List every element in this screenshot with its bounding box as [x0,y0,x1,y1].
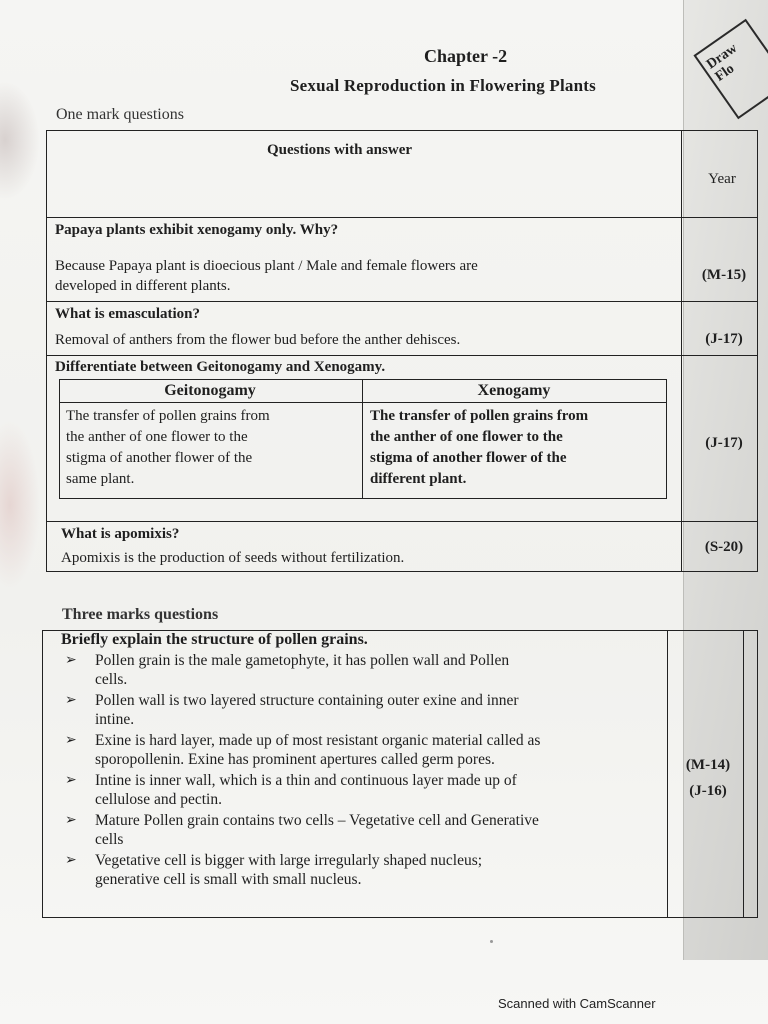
text-line: Pollen wall is two layered structure containing outer exine and inner [95,692,519,709]
text-line: the anther of one flower to the [66,429,248,445]
column-divider [681,131,682,571]
list-item [61,651,661,689]
one-mark-table [46,130,758,572]
three-mark-table [42,630,758,918]
text-line: cellulose and pectin. [95,791,222,808]
page-title: Sexual Reproduction in Flowering Plants [290,76,596,95]
section-label-one-mark: One mark questions [56,106,184,123]
column-divider [667,631,668,917]
answer: Removal of anthers from the flower bud before the anther dehisces. [55,332,461,348]
question: What is apomixis? [61,526,180,542]
row-divider [60,402,666,403]
year-cell: (J-16) [689,783,727,799]
text-line: stigma of another flower of the [370,450,567,466]
chapter-title: Chapter -2 [424,46,508,66]
row-divider [47,521,757,522]
text-line: The transfer of pollen grains from [370,408,589,424]
comparison-head-left: Geitonogamy [164,382,256,399]
row-divider [47,217,757,218]
answer: developed in different plants. [55,278,231,294]
year-header: Year [708,171,736,187]
arrow-bullet-icon: ➢ [65,853,77,868]
text-line: different plant. [370,471,467,487]
arrow-bullet-icon: ➢ [65,813,77,828]
text-line: same plant. [66,471,135,487]
year-cell: (M-14) [685,757,731,773]
column-header: Questions with answer [267,142,413,158]
text-line: Exine is hard layer, made up of most resistant organic material called as [95,732,541,749]
arrow-bullet-icon: ➢ [65,773,77,788]
text-line: Pollen grain is the male gametophyte, it has pollen wall and Pollen [95,652,510,669]
scanner-watermark: Scanned with CamScanner [498,996,656,1011]
arrow-bullet-icon: ➢ [65,653,77,668]
text-line: cells [95,831,124,848]
text-line: intine. [95,711,135,728]
comparison-right-text [370,406,658,490]
year-cell: (S-20) [704,539,744,555]
arrow-bullet-icon: ➢ [65,693,77,708]
answer: Apomixis is the production of seeds without fertilization. [61,550,405,566]
side-box: Draw Flo [693,19,768,120]
comparison-left-text [66,406,354,490]
question: Briefly explain the structure of pollen grains. [61,631,368,648]
comparison-table [59,379,667,499]
row-divider [47,355,757,356]
list-item [61,811,661,849]
speck [490,940,493,943]
question: Papaya plants exhibit xenogamy only. Why? [55,222,339,238]
list-item [61,851,661,889]
shadow-blur [0,80,40,200]
text-line: sporopollenin. Exine has prominent apertures called germ pores. [95,751,495,768]
text-line: Vegetative cell is bigger with large irregularly shaped nucleus; [95,852,483,869]
text-line: cells. [95,671,128,688]
text-line: the anther of one flower to the [370,429,563,445]
shadow-blur [0,420,40,590]
text-line: stigma of another flower of the [66,450,253,466]
year-cell: (M-15) [701,267,747,283]
text-line: Intine is inner wall, which is a thin and continuous layer made up of [95,772,517,789]
list-item [61,771,661,809]
year-cell: (J-17) [705,435,743,451]
arrow-bullet-icon: ➢ [65,733,77,748]
year-cell: (J-17) [705,331,743,347]
column-divider [362,380,363,498]
column-divider [743,631,744,917]
list-item [61,731,661,769]
question: What is emasculation? [55,306,201,322]
answer-list [61,651,661,891]
list-item [61,691,661,729]
text-line: Mature Pollen grain contains two cells – Vegetative cell and Generative [95,812,539,829]
answer: Because Papaya plant is dioecious plant / Male and female flowers are [55,258,478,274]
section-label-three-mark: Three marks questions [62,606,219,623]
text-line: The transfer of pollen grains from [66,408,270,424]
text-line: generative cell is small with small nucleus. [95,871,362,888]
row-divider [47,301,757,302]
comparison-head-right: Xenogamy [477,382,551,399]
question: Differentiate between Geitonogamy and Xenogamy. [55,359,386,375]
